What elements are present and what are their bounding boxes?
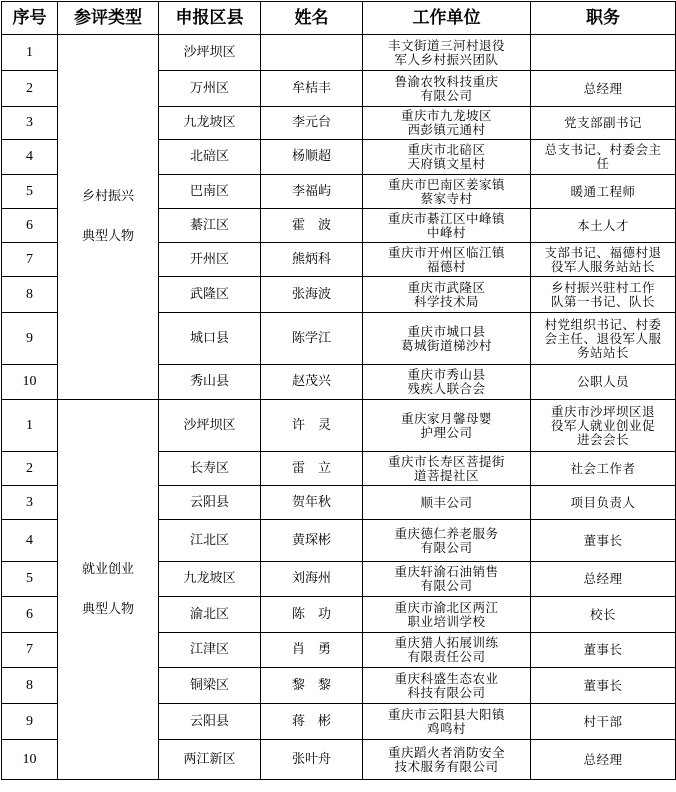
cell-district: 巴南区: [159, 175, 261, 209]
cell-unit: [363, 71, 531, 107]
unit-line: 重庆轩渝石油销售: [394, 564, 499, 579]
position-line: 村党组织书记、村委: [544, 316, 662, 332]
cell-district: 綦江区: [159, 209, 261, 243]
cell-no: 10: [2, 740, 58, 780]
unit-line: 重庆市渝北区两江: [394, 599, 499, 615]
position-line: 村干部: [583, 713, 623, 729]
cell-name: 李福屿: [261, 175, 363, 209]
cell-name: 贺年秋: [261, 486, 363, 520]
position-line: 总经理: [583, 571, 623, 586]
cell-name: 雷 立: [261, 452, 363, 486]
cell-no: 1: [2, 400, 58, 452]
category-line: 典型人物: [81, 229, 134, 244]
position-line: 暖通工程师: [570, 183, 636, 199]
cell-position: [531, 633, 676, 668]
cell-district: 沙坪坝区: [159, 35, 261, 71]
cell-no: 3: [2, 107, 58, 140]
unit-line: 职业培训学校: [407, 613, 486, 629]
cell-unit: [363, 365, 531, 400]
cell-unit: [363, 668, 531, 704]
cell-district: 秀山县: [159, 365, 261, 400]
unit-line: 顺丰公司: [420, 494, 473, 510]
unit-line: 重庆市云阳县大阳镇: [387, 706, 505, 722]
cell-no: 4: [2, 140, 58, 175]
cell-no: 7: [2, 243, 58, 277]
cell-position: [531, 597, 676, 633]
cell-name: 赵茂兴: [261, 365, 363, 400]
cell-unit: [363, 313, 531, 365]
cell-no: 8: [2, 668, 58, 704]
position-line: 校长: [589, 606, 616, 622]
cell-name: 蒋 彬: [261, 704, 363, 740]
cell-unit: [363, 740, 531, 780]
cell-position: [531, 35, 676, 71]
cell-no: 10: [2, 365, 58, 400]
cell-no: 3: [2, 486, 58, 520]
cell-position: [531, 107, 676, 140]
cell-position: [531, 277, 676, 313]
cell-district: 江北区: [159, 520, 261, 562]
cell-no: 6: [2, 597, 58, 633]
cell-district: 铜梁区: [159, 668, 261, 704]
cell-district: 云阳县: [159, 704, 261, 740]
unit-line: 重庆市巴南区姜家镇: [387, 176, 505, 192]
cell-unit: [363, 562, 531, 597]
cell-name: 刘海州: [261, 562, 363, 597]
unit-line: 重庆德仁养老服务: [394, 525, 499, 541]
cell-name: 杨顺超: [261, 140, 363, 175]
cell-no: 2: [2, 452, 58, 486]
cell-category: [58, 35, 159, 400]
unit-line: 鲁渝农牧科技重庆: [394, 73, 499, 89]
cell-position: [531, 704, 676, 740]
cell-unit: [363, 35, 531, 71]
unit-line: 丰文街道三河村退役: [387, 37, 505, 53]
position-line: 会主任、退役军人服: [544, 330, 662, 346]
unit-line: 重庆家月馨母婴: [400, 410, 492, 426]
position-line: 总经理: [583, 80, 623, 96]
cell-unit: [363, 452, 531, 486]
position-line: 公职人员: [576, 374, 629, 389]
cell-name: 张叶舟: [261, 740, 363, 780]
unit-line: 鸡鸣村: [426, 720, 466, 736]
cell-category: [58, 400, 159, 780]
header-unit: 工作单位: [363, 2, 531, 35]
unit-line: 有限公司: [420, 87, 473, 103]
cell-unit: [363, 704, 531, 740]
unit-line: 有限公司: [420, 578, 473, 593]
cell-district: 长寿区: [159, 452, 261, 486]
cell-position: [531, 71, 676, 107]
cell-position: [531, 313, 676, 365]
cell-position: [531, 486, 676, 520]
cell-name: 陈学江: [261, 313, 363, 365]
cell-position: [531, 209, 676, 243]
cell-no: 8: [2, 277, 58, 313]
position-line: 项目负责人: [570, 494, 636, 510]
position-line: 进会会长: [576, 431, 629, 447]
cell-unit: [363, 520, 531, 562]
unit-line: 重庆蹈火者消防安全: [387, 744, 505, 760]
cell-district: 万州区: [159, 71, 261, 107]
cell-position: [531, 365, 676, 400]
cell-no: 1: [2, 35, 58, 71]
unit-line: 蔡家寺村: [420, 190, 473, 206]
unit-line: 重庆市綦江区中峰镇: [387, 210, 505, 226]
cell-position: [531, 175, 676, 209]
category-line: 典型人物: [81, 601, 134, 617]
unit-line: 西彭镇元通村: [407, 122, 486, 137]
position-line: 乡村振兴驻村工作: [550, 279, 655, 295]
position-line: 总经理: [583, 751, 623, 767]
position-line: 役军人就业创业促: [550, 417, 655, 433]
unit-line: 护理公司: [420, 424, 473, 440]
cell-unit: [363, 209, 531, 243]
cell-position: [531, 562, 676, 597]
cell-unit: [363, 175, 531, 209]
cell-no: 5: [2, 175, 58, 209]
cell-unit: [363, 277, 531, 313]
cell-position: [531, 740, 676, 780]
cell-name: 黄琛彬: [261, 520, 363, 562]
cell-district: 九龙坡区: [159, 562, 261, 597]
cell-district: 沙坪坝区: [159, 400, 261, 452]
position-line: 董事长: [583, 642, 623, 657]
cell-unit: [363, 597, 531, 633]
cell-position: [531, 400, 676, 452]
table-row: [2, 35, 676, 71]
unit-line: 重庆市九龙坡区: [400, 108, 492, 123]
cell-unit: [363, 486, 531, 520]
unit-line: 有限公司: [420, 539, 473, 555]
unit-line: 有限责任公司: [407, 649, 486, 664]
category-line: 就业创业: [81, 561, 134, 577]
cell-district: 武隆区: [159, 277, 261, 313]
unit-line: 道菩提社区: [413, 467, 479, 483]
cell-name: 霍 波: [261, 209, 363, 243]
cell-name: 许 灵: [261, 400, 363, 452]
category-line: 乡村振兴: [81, 189, 134, 204]
cell-district: 城口县: [159, 313, 261, 365]
cell-district: 开州区: [159, 243, 261, 277]
cell-no: 6: [2, 209, 58, 243]
header-name: 姓名: [261, 2, 363, 35]
cell-unit: [363, 243, 531, 277]
unit-line: 重庆市开州区临江镇: [387, 244, 505, 260]
cell-no: 4: [2, 520, 58, 562]
cell-name: 牟桔丰: [261, 71, 363, 107]
unit-line: 重庆市长寿区菩提街: [387, 453, 505, 469]
cell-name: 李元台: [261, 107, 363, 140]
position-line: 总支书记、村委会主: [544, 142, 662, 157]
header-row: [2, 2, 676, 35]
cell-district: 两江新区: [159, 740, 261, 780]
cell-unit: [363, 633, 531, 668]
unit-line: 科技有限公司: [407, 684, 486, 700]
cell-position: [531, 452, 676, 486]
unit-line: 残疾人联合会: [407, 381, 486, 396]
cell-no: 9: [2, 704, 58, 740]
cell-district: 渝北区: [159, 597, 261, 633]
cell-unit: [363, 107, 531, 140]
table-row: [2, 400, 676, 452]
unit-line: 重庆科盛生态农业: [394, 670, 499, 686]
position-line: 任: [596, 156, 610, 171]
cell-district: 云阳县: [159, 486, 261, 520]
position-line: 董事长: [583, 677, 623, 693]
cell-no: 5: [2, 562, 58, 597]
unit-line: 科学技术局: [413, 293, 479, 309]
header-no: 序号: [2, 2, 58, 35]
unit-line: 重庆猎人拓展训练: [394, 635, 499, 650]
unit-line: 重庆市城口县: [407, 323, 486, 339]
cell-district: 北碚区: [159, 140, 261, 175]
cell-name: 黎 黎: [261, 668, 363, 704]
unit-line: 葛城街道梯沙村: [400, 337, 492, 353]
position-line: 支部书记、福德村退: [544, 244, 662, 260]
cell-position: [531, 520, 676, 562]
position-line: 务站站长: [576, 344, 629, 360]
unit-line: 福德村: [426, 258, 466, 274]
cell-name: [261, 35, 363, 71]
unit-line: 技术服务有限公司: [394, 758, 499, 774]
table-header: [2, 2, 676, 35]
header-position: 职务: [531, 2, 676, 35]
cell-name: 肖 勇: [261, 633, 363, 668]
position-line: 役军人服务站站长: [550, 258, 655, 274]
nominee-table: [1, 1, 676, 780]
position-line: 董事长: [583, 532, 623, 548]
cell-position: [531, 243, 676, 277]
position-line: 党支部副书记: [563, 115, 642, 130]
position-line: 重庆市沙坪坝区退: [550, 403, 655, 419]
unit-line: 重庆市武隆区: [407, 279, 486, 295]
cell-position: [531, 668, 676, 704]
unit-line: 重庆市北碚区: [407, 142, 486, 157]
position-line: 队第一书记、队长: [550, 293, 655, 309]
cell-name: 陈 功: [261, 597, 363, 633]
unit-line: 天府镇文星村: [407, 156, 486, 171]
cell-no: 9: [2, 313, 58, 365]
cell-no: 2: [2, 71, 58, 107]
table-body: [2, 35, 676, 780]
cell-name: 张海波: [261, 277, 363, 313]
cell-district: 九龙坡区: [159, 107, 261, 140]
unit-line: 军人乡村振兴团队: [394, 51, 499, 67]
position-line: 本土人才: [576, 217, 629, 233]
header-category: 参评类型: [58, 2, 159, 35]
cell-position: [531, 140, 676, 175]
cell-name: 熊炳科: [261, 243, 363, 277]
cell-no: 7: [2, 633, 58, 668]
header-district: 申报区县: [159, 2, 261, 35]
position-line: 社会工作者: [570, 460, 636, 476]
unit-line: 中峰村: [426, 224, 466, 240]
cell-unit: [363, 140, 531, 175]
cell-district: 江津区: [159, 633, 261, 668]
cell-unit: [363, 400, 531, 452]
unit-line: 重庆市秀山县: [407, 367, 486, 382]
